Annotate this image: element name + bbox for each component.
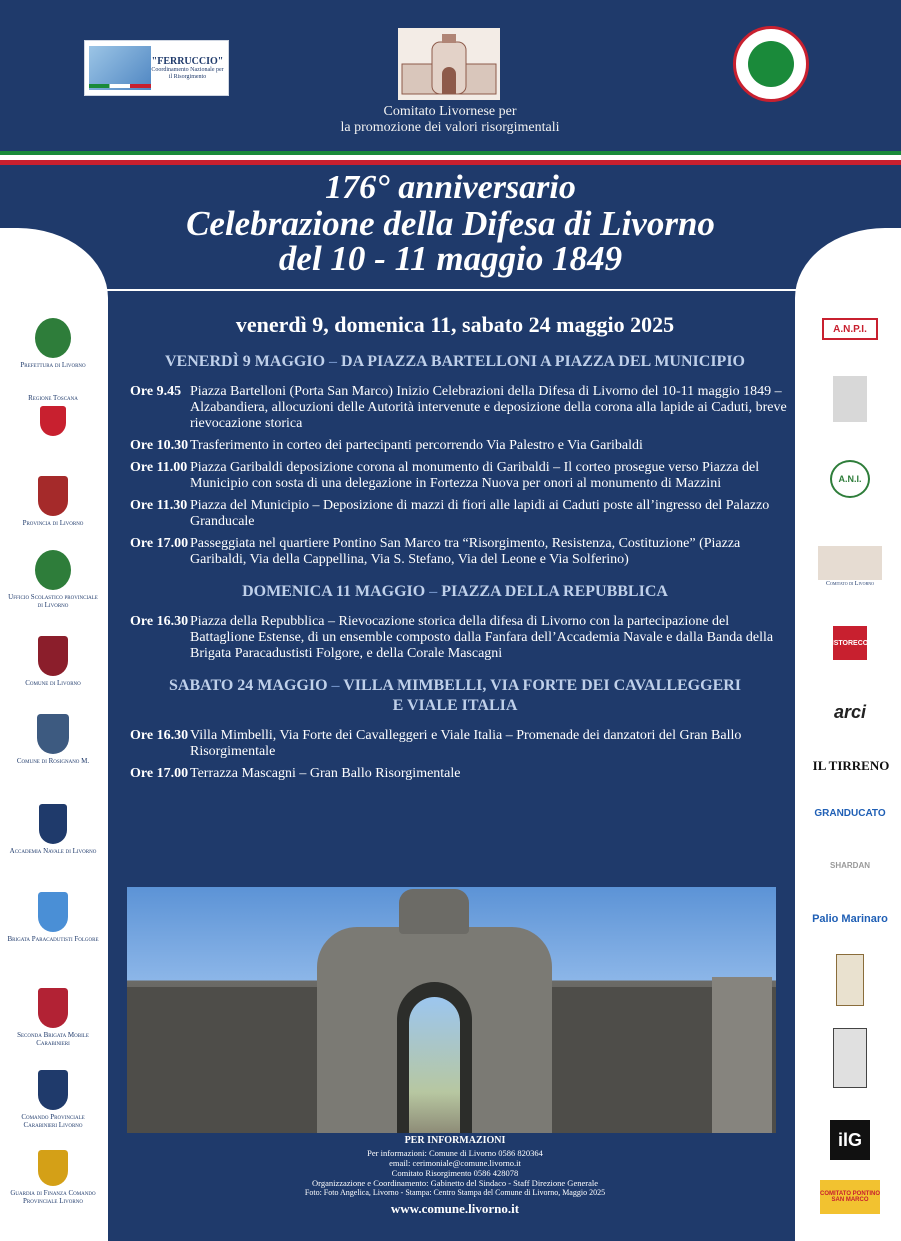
event-item: [118, 614, 792, 662]
ferruccio-emblem-icon: [89, 46, 151, 90]
logo-caption: Seconda Brigata Mobile Carabinieri: [17, 1031, 89, 1047]
event-item: [118, 460, 792, 492]
logo-caption: Comitato di Livorno: [825, 581, 875, 587]
carabinieri-shield-icon: [38, 988, 68, 1028]
section-heading-saturday: [118, 676, 792, 716]
event-item: [118, 728, 792, 760]
archive-tower-icon: [836, 954, 864, 1006]
section-dash: –: [429, 583, 438, 600]
event-time: Ore 11.30: [130, 498, 188, 513]
comitato-pontino-logo: COMITATO PONTINO SAN MARCO: [820, 1180, 880, 1214]
il-tirreno-logo: IL TIRRENO: [812, 758, 890, 773]
event-description: Terrazza Mascagni – Gran Ballo Risorgimentale: [190, 766, 461, 781]
logo-comando-carabinieri: [6, 1070, 100, 1129]
section-heading-sunday: [118, 582, 792, 602]
ferruccio-subtitle: Coordinamento Nazionale per il Risorgimento: [151, 66, 224, 80]
events-saturday: [118, 728, 792, 782]
logo-seconda-brigata-carabinieri: [6, 988, 100, 1047]
program: [118, 300, 792, 788]
ferruccio-title: "FERRUCCIO": [151, 55, 224, 67]
logo-caption: Comune di Livorno: [25, 679, 81, 687]
event-time: Ore 16.30: [130, 728, 189, 743]
footer-organization: Organizzazione e Coordinamento: Gabinetto del Sindaco - Staff Direzione Generale: [312, 1178, 598, 1188]
info-footer: [118, 1134, 792, 1217]
section-place: VILLA MIMBELLI, VIA FORTE DEI CAVALLEGGERI: [343, 677, 742, 694]
italian-republic-emblem-icon: [35, 550, 71, 590]
logo-caption: Comando Provinciale Carabinieri Livorno: [21, 1113, 85, 1129]
logo-archivio-storico: [806, 954, 894, 1006]
event-description: Passeggiata nel quartiere Pontino San Marco tra “Risorgimento, Resistenza, Costituzione” (Piazza Garibaldi, Via della Cappellina, Via S. Stefano, Via del Leone e Via Solferino): [190, 536, 741, 567]
event-description: Piazza della Repubblica – Rievocazione storica della difesa di Livorno con la partecipazione del Battaglione Estense, di un ensemble composto dalla Fanfara dell’Accademia Navale e dalla Banda della Brigata Paracadustisti Folgore, e della Corale Mascagni: [190, 614, 774, 661]
logo-caption: Accademia Navale di Livorno: [9, 847, 97, 855]
logo-sponsor-engraving: [806, 1028, 894, 1088]
vittoriano-image-icon: [818, 546, 882, 580]
event-time: Ore 10.30: [130, 438, 189, 453]
logo-caption: Ufficio Scolastico provinciale di Livorno: [8, 593, 98, 609]
event-time: Ore 16.30: [130, 614, 189, 629]
footer-phone-comitato: Comitato Risorgimento 0586 428078: [391, 1168, 519, 1178]
events-sunday: [118, 614, 792, 662]
shardan-logo: SHARDAN: [830, 860, 870, 870]
logo-ufficio-scolastico: [6, 550, 100, 609]
event-dates: venerdì 9, domenica 11, sabato 24 maggio 2025: [235, 312, 675, 337]
monument-image-icon: [833, 376, 867, 422]
logo-regione-toscana: [6, 394, 100, 439]
event-description: Piazza Garibaldi deposizione corona al monumento di Garibaldi – Il corteo prosegue verso Piazza del Municipio con sosta di una delegazione in Fortezza Nuova per onori al monumento di Mazzini: [190, 460, 760, 491]
logo-brigata-folgore: [6, 892, 100, 943]
logo-caption: Brigata Paracadutisti Folgore: [7, 935, 99, 943]
event-item: [118, 766, 792, 782]
event-item: [118, 498, 792, 530]
logo-ilg: [806, 1120, 894, 1160]
header: [0, 0, 901, 150]
logo-guardia-finanza: [6, 1150, 100, 1205]
logo-sponsor-2: [806, 376, 894, 422]
footer-credits: Foto: Foto Angelica, Livorno - Stampa: Centro Stampa del Comune di Livorno, Maggio 2025: [304, 1188, 606, 1197]
event-description: Villa Mimbelli, Via Forte dei Cavalleggeri e Viale Italia – Promenade dei danzatori del Gran Ballo Risorgimentale: [190, 728, 742, 759]
poster-title: [0, 170, 901, 276]
committee-name: [290, 104, 610, 136]
carabinieri-crest-icon: [38, 1070, 68, 1110]
committee-line-2: la promozione dei valori risorgimentali: [340, 120, 560, 135]
footer-phone-comune: Per informazioni: Comune di Livorno 0586 820364: [367, 1148, 543, 1158]
event-time: Ore 17.00: [130, 766, 189, 781]
engraving-image-icon: [833, 1028, 867, 1088]
event-description: Trasferimento in corteo dei partecipanti percorrendo Via Palestro e Via Garibaldi: [190, 438, 643, 453]
fortress-gate-icon: [398, 28, 500, 100]
palio-marinaro-logo: Palio Marinaro: [812, 913, 888, 925]
logo-shardan: [806, 848, 894, 882]
livorno-crest-icon: [38, 636, 68, 676]
provincia-crest-icon: [38, 476, 68, 516]
logo-comitato-livorno: [806, 546, 894, 588]
logo-anpi: [806, 318, 894, 340]
section-heading-friday: [118, 352, 792, 372]
photo-pillar: [712, 977, 772, 1133]
logo-ani: [806, 460, 894, 498]
section-place: DA PIAZZA BARTELLONI A PIAZZA DEL MUNICIPIO: [341, 353, 745, 370]
section-day: SABATO 24 MAGGIO: [168, 677, 328, 694]
title-anniversary: 176° anniversario: [325, 169, 576, 206]
section-place-cont: E VIALE ITALIA: [392, 697, 518, 714]
committee-line-1: Comitato Livornese per: [383, 104, 517, 119]
logo-caption: Prefettura di Livorno: [20, 361, 86, 369]
event-description: Piazza del Municipio – Deposizione di mazzi di fiori alle lapidi ai Caduti poste all’ingresso del Palazzo Granducale: [190, 498, 770, 529]
logo-caption: Regione Toscana: [28, 394, 78, 402]
event-time: Ore 11.00: [130, 460, 188, 475]
footer-website-link[interactable]: www.comune.livorno.it: [390, 1201, 520, 1216]
granducato-logo: GRANDUCATO: [814, 807, 886, 819]
section-day: DOMENICA 11 MAGGIO: [242, 583, 426, 600]
event-time: Ore 17.00: [130, 536, 189, 551]
title-divider: [88, 289, 814, 291]
anpi-logo: A.N.P.I.: [822, 318, 878, 340]
event-time: Ore 9.45: [130, 384, 182, 399]
event-item: [118, 438, 792, 454]
section-dash: –: [331, 677, 340, 694]
folgore-shield-icon: [38, 892, 68, 932]
event-description: Piazza Bartelloni (Porta San Marco) Inizio Celebrazioni della Difesa di Livorno del 10-11 maggio 1849 – Alzabandiera, allocuzioni delle Autorità intervenute e deposizione della corona alla lapide ai Caduti, breve rievocazione storica: [190, 384, 787, 431]
ani-logo: A.N.I.: [830, 460, 870, 498]
italian-flag-stripe: [0, 151, 901, 165]
title-dates: del 10 - 11 maggio 1849: [278, 239, 623, 278]
finanza-crest-icon: [38, 1150, 68, 1186]
logo-prefettura: [6, 318, 100, 369]
events-friday: [118, 384, 792, 568]
tuscany-committee-seal: [733, 26, 809, 102]
italian-republic-emblem-icon: [35, 318, 71, 358]
logo-caption: Guardia di Finanza Comando Provinciale Livorno: [10, 1189, 96, 1205]
ilg-logo: ilG: [830, 1120, 870, 1160]
rosignano-crest-icon: [37, 714, 69, 754]
logo-istoreco: [806, 626, 894, 660]
ferruccio-logo: [84, 40, 229, 96]
tuscany-map-icon: [748, 41, 794, 87]
arci-logo: arci: [833, 701, 867, 722]
logo-palio-marinaro: [806, 902, 894, 936]
naval-anchor-icon: [39, 804, 67, 844]
logo-accademia-navale: [6, 804, 100, 855]
logo-il-tirreno: [806, 752, 894, 780]
logo-comune-rosignano: [6, 714, 100, 765]
section-place: PIAZZA DELLA REPUBBLICA: [441, 583, 668, 600]
footer-heading: PER INFORMAZIONI: [404, 1135, 506, 1146]
logo-provincia-livorno: [6, 476, 100, 527]
fortress-gate-photo: [127, 887, 776, 1133]
logo-granducato: [806, 796, 894, 830]
logo-comune-livorno: [6, 636, 100, 687]
section-day: VENERDÌ 9 MAGGIO: [165, 353, 326, 370]
istoreco-logo: ISTORECO: [833, 626, 867, 660]
footer-email[interactable]: email: cerimoniale@comune.livorno.it: [389, 1158, 521, 1168]
logo-arci: [806, 698, 894, 726]
logo-comitato-pontino: [806, 1180, 894, 1214]
event-item: [118, 536, 792, 568]
logo-caption: Provincia di Livorno: [22, 519, 84, 527]
section-dash: –: [329, 353, 338, 370]
title-celebration: Celebrazione della Difesa di Livorno: [186, 204, 715, 243]
pegasus-shield-icon: [40, 406, 66, 436]
event-item: [118, 384, 792, 432]
photo-wall-left: [127, 987, 327, 1133]
photo-arch-opening: [409, 997, 460, 1133]
photo-statue: [399, 889, 469, 934]
logo-caption: Comune di Rosignano M.: [16, 757, 90, 765]
